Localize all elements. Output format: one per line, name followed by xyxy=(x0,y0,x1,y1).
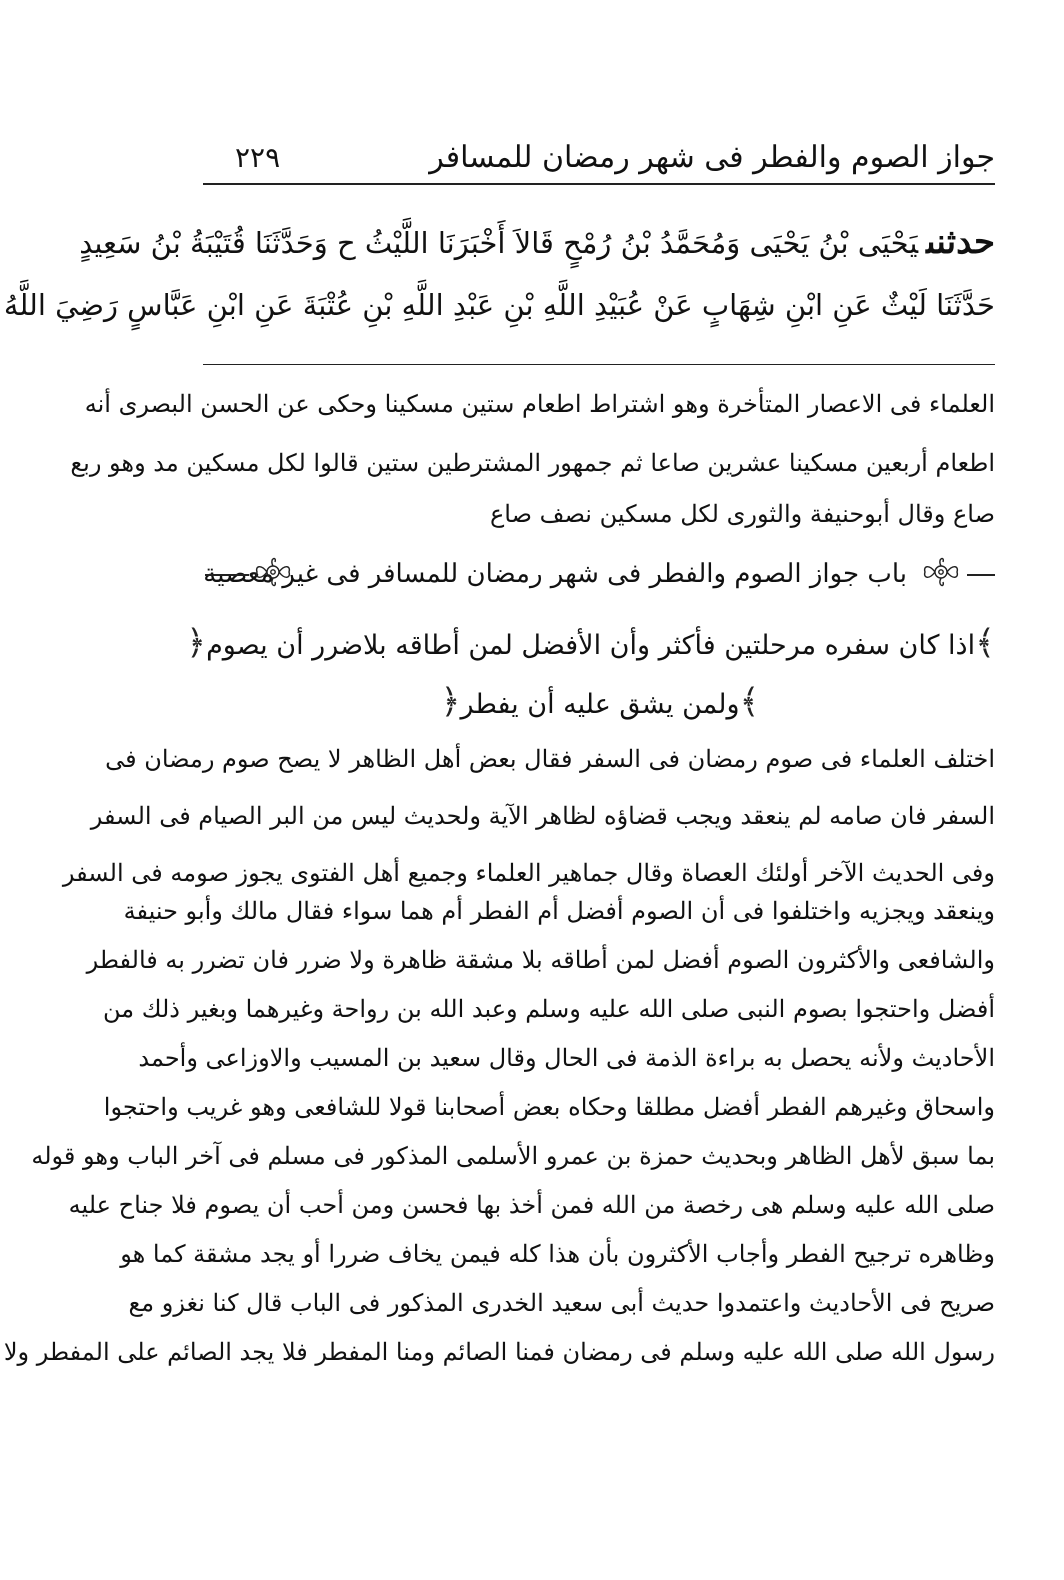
commentary-line: وينعقد ويجزيه واختلفوا فى أن الصوم أفضل أم الفطر أم هما سواء فقال مالك وأبو حنيفة xyxy=(123,897,995,925)
commentary-line: صريح فى الأحاديث واعتمدوا حديث أبى سعيد الخدرى المذكور فى الباب قال كنا نغزو مع xyxy=(128,1289,995,1317)
chapter-subtitle-1 xyxy=(186,622,995,667)
chapter-dash-right xyxy=(967,574,995,576)
page-number: ٢٢٩ xyxy=(235,141,281,174)
ornate-bracket: ﴿ xyxy=(186,623,207,663)
commentary-line: واسحاق وغيرهم الفطر أفضل مطلقا وحكاه بعض أصحابنا قولا للشافعى وهو غريب واحتجوا xyxy=(103,1093,995,1121)
running-title: جواز الصوم والفطر فى شهر رمضان للمسافر xyxy=(429,140,995,175)
hadith-line-1-text: يَحْيَى بْنُ يَحْيَى وَمُحَمَّدُ بْنُ رُمْحٍ قَالاَ أَخْبَرَنَا اللَّيْثُ ح وَحَدَّثَنَا قُتَيْبَةُ بْنُ سَعِيدٍ xyxy=(79,226,919,260)
commentary-line: صلى الله عليه وسلم هى رخصة من الله فمن أخذ بها فحسن ومن أحب أن يصوم فلا جناح عليه xyxy=(68,1191,995,1219)
section-divider-rule xyxy=(203,364,995,365)
commentary-line: الأحاديث ولأنه يحصل به براءة الذمة فى الحال وقال سعيد بن المسيب والاوزاعى وأحمد xyxy=(138,1044,995,1072)
commentary-line: أفضل واحتجوا بصوم النبى صلى الله عليه وسلم وعبد الله بن رواحة وغيرهما وبغير ذلك من xyxy=(103,995,995,1023)
chapter-subtitle-2-text: ولمن يشق عليه أن يفطر xyxy=(460,689,740,720)
chapter-dash-left xyxy=(205,574,249,576)
chapter-subtitle-1-text: اذا كان سفره مرحلتين فأكثر وأن الأفضل لمن أطاقه بلاضرر أن يصوم xyxy=(206,630,976,661)
hadith-line-1 xyxy=(79,207,995,278)
commentary-line: والشافعى والأكثرون الصوم أفضل لمن أطاقه بلا مشقة ظاهرة ولا ضرر فان تضرر به فالفطر xyxy=(86,946,995,974)
ornate-bracket: ﴾ xyxy=(739,682,760,722)
commentary-line: وفى الحديث الآخر أولئك العصاة وقال جماهير العلماء وجميع أهل الفتوى يجوز صومه فى السفر xyxy=(62,859,995,887)
ornate-bracket: ﴿ xyxy=(440,682,461,722)
commentary-line: وظاهره ترجيح الفطر وأجاب الأكثرون بأن هذا كله فيمن يخاف ضررا أو يجد مشقة كما هو xyxy=(120,1240,995,1268)
commentary-line: بما سبق لأهل الظاهر وبحديث حمزة بن عمرو الأسلمى المذكور فى مسلم فى آخر الباب وهو قوله xyxy=(31,1142,995,1170)
commentary-line: السفر فان صامه لم ينعقد ويجب قضاؤه لظاهر الآية ولحديث ليس من البر الصيام فى السفر xyxy=(90,802,995,830)
header-rule xyxy=(203,183,995,185)
chapter-subtitle-2 xyxy=(205,681,995,726)
ornate-bracket: ﴾ xyxy=(975,623,995,663)
commentary-top-line: العلماء فى الاعصار المتأخرة وهو اشتراط اطعام ستين مسكينا وحكى عن الحسن البصرى أنه xyxy=(84,390,995,418)
commentary-line: اختلف العلماء فى صوم رمضان فى السفر فقال بعض أهل الظاهر لا يصح صوم رمضان فى xyxy=(105,745,995,773)
hadith-lead-word: حدثنى xyxy=(926,222,995,262)
page-header xyxy=(205,138,995,184)
commentary-top-line: اطعام أربعين مسكينا عشرين صاعا ثم جمهور المشترطين ستين قالوا لكل مسكين مد وهو ربع xyxy=(70,449,995,477)
hadith-line-2: حَدَّثَنَا لَيْثٌ عَنِ ابْنِ شِهَابٍ عَنْ عُبَيْدِ اللَّهِ بْنِ عَبْدِ اللَّهِ بْنِ عُتْبَةَ عَنِ ابْنِ عَبَّاسٍ رَضِيَ اللَّهُ xyxy=(3,288,995,322)
chapter-heading xyxy=(205,550,995,600)
chapter-title: باب جواز الصوم والفطر فى شهر رمضان للمسافر فى غير معصية xyxy=(203,559,907,589)
commentary-line: رسول الله صلى الله عليه وسلم فى رمضان فمنا الصائم ومنا المفطر فلا يجد الصائم على المفطر ولا xyxy=(3,1338,995,1366)
floral-ornament-icon xyxy=(251,552,295,592)
floral-ornament-icon xyxy=(919,552,963,592)
commentary-top-line: صاع وقال أبوحنيفة والثورى لكل مسكين نصف صاع xyxy=(489,500,995,528)
